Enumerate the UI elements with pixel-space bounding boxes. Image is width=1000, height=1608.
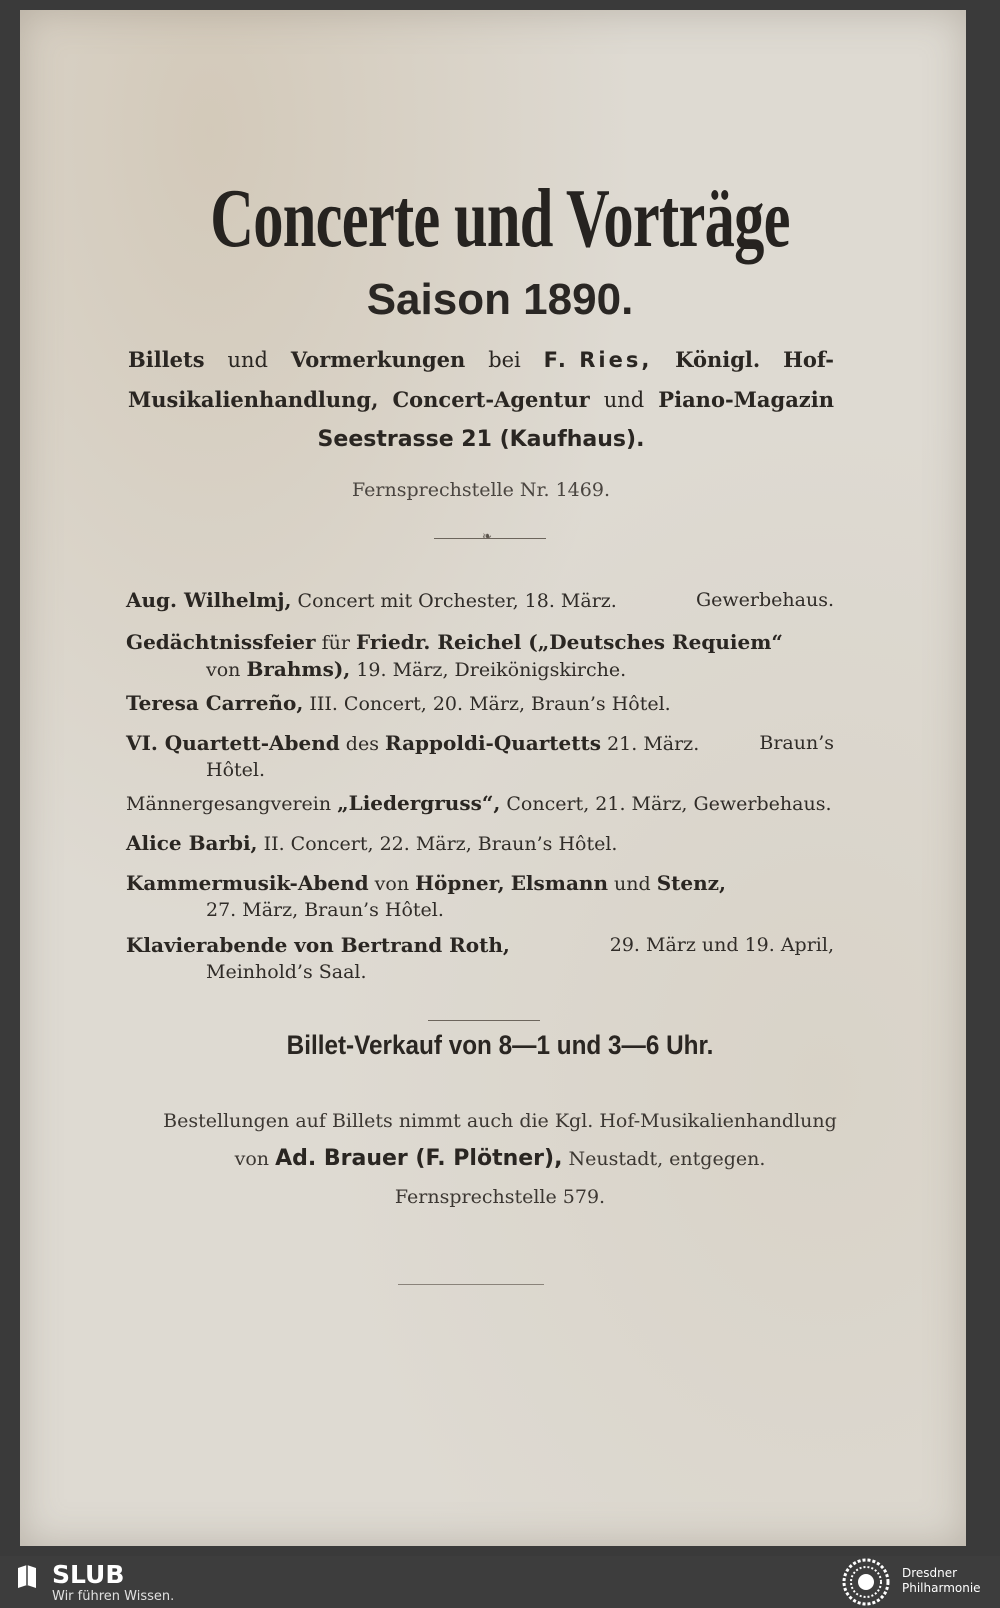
concert-entry bbox=[126, 870, 834, 923]
phone-line: Fernsprechstelle Nr. 1469. bbox=[352, 479, 610, 501]
slub-tagline: Wir führen Wissen. bbox=[52, 1589, 175, 1604]
ornament-icon: ❧ bbox=[482, 529, 493, 543]
entry-performer: Klavierabende von Bertrand Roth, bbox=[126, 933, 510, 957]
footer-text: von bbox=[234, 1148, 270, 1170]
entry-venue: Braun’s bbox=[759, 732, 834, 754]
season-subtitle: Saison 1890. bbox=[366, 275, 634, 324]
entry-details: 29. März und 19. April, bbox=[609, 934, 834, 956]
entry-details: für bbox=[321, 632, 350, 654]
entry-continuation: Hôtel. bbox=[206, 759, 266, 781]
address-line: Seestrasse 21 (Kaufhaus). bbox=[317, 427, 645, 452]
concert-entry bbox=[126, 932, 834, 985]
entry-performer: Stenz, bbox=[656, 871, 727, 895]
entry-details: III. Concert, 20. März, Braun’s Hôtel. bbox=[309, 693, 671, 715]
entry-performer: Kammermusik-Abend bbox=[126, 871, 369, 895]
header-text: Musikalienhandlung, bbox=[128, 387, 379, 412]
entry-performer: Friedr. Reichel („Deutsches Requiem“ bbox=[356, 630, 783, 654]
entry-performer: Elsmann bbox=[510, 871, 608, 895]
entry-performer: Aug. Wilhelmj, bbox=[126, 588, 292, 612]
header-line-1 bbox=[128, 340, 834, 380]
footer-line bbox=[0, 1146, 1000, 1171]
footer-phone: Fernsprechstelle 579. bbox=[394, 1186, 606, 1208]
page-title: Concerte und Vorträge bbox=[210, 172, 790, 265]
entry-details: 19. März, Dreikönigskirche. bbox=[356, 659, 627, 681]
entry-details: II. Concert, 22. März, Braun’s Hôtel. bbox=[263, 833, 618, 855]
footer-agent: Ad. Brauer (F. Plötner), bbox=[275, 1146, 563, 1171]
sunburst-logo-icon[interactable] bbox=[842, 1558, 890, 1606]
header-text: Vormerkungen bbox=[290, 347, 466, 372]
entry-details: und bbox=[614, 873, 651, 895]
entry-details: 21. März. bbox=[607, 733, 700, 755]
concert-entry bbox=[126, 690, 834, 717]
entry-continuation: Meinhold’s Saal. bbox=[206, 961, 367, 983]
concert-entry bbox=[126, 790, 834, 817]
entry-performer: Höpner, bbox=[415, 871, 505, 895]
header-text: Billets bbox=[128, 347, 205, 372]
entry-details: des bbox=[345, 733, 379, 755]
entry-performer: Gedächtnissfeier bbox=[126, 630, 316, 654]
entry-details: von bbox=[206, 659, 241, 681]
header-text: Königl. bbox=[675, 347, 761, 372]
entry-performer: „Liedergruss“, bbox=[337, 791, 501, 815]
book-icon bbox=[16, 1564, 38, 1590]
sales-hours-heading: Billet-Verkauf von 8—1 und 3—6 Uhr. bbox=[286, 1030, 714, 1060]
slub-logo-text[interactable]: SLUB bbox=[52, 1560, 125, 1589]
concert-entry bbox=[126, 730, 834, 783]
entry-details: Concert, 21. März, Gewerbehaus. bbox=[506, 793, 832, 815]
entry-performer: Rappoldi-Quartetts bbox=[385, 731, 602, 755]
entry-venue: Gewerbehaus. bbox=[695, 589, 834, 611]
entry-performer: VI. Quartett-Abend bbox=[126, 731, 340, 755]
partner-name-line: Dresdner bbox=[902, 1566, 958, 1580]
entry-performer: Brahms), bbox=[246, 657, 351, 681]
entry-performer: Teresa Carreño, bbox=[126, 691, 304, 715]
entry-details: Concert mit Orchester, 18. März. bbox=[297, 590, 617, 612]
entry-performer: Alice Barbi, bbox=[126, 831, 258, 855]
divider bbox=[398, 1284, 544, 1285]
header-line-2 bbox=[128, 380, 834, 420]
entry-details: von bbox=[374, 873, 410, 895]
divider bbox=[428, 1020, 540, 1021]
header-text: bei bbox=[488, 348, 521, 372]
entry-details: Männergesangverein bbox=[126, 793, 332, 815]
header-text: Hof- bbox=[783, 347, 834, 372]
concert-entry bbox=[126, 629, 834, 683]
header-text: F. Ries, bbox=[543, 348, 653, 372]
partner-name-line: Philharmonie bbox=[902, 1581, 981, 1595]
header-text: Concert-Agentur bbox=[392, 387, 590, 412]
entry-continuation bbox=[126, 656, 834, 683]
header-text: Piano-Magazin bbox=[658, 387, 834, 412]
viewer-branding-bar bbox=[0, 1556, 1000, 1608]
footer-line: Bestellungen auf Billets nimmt auch die Kgl. Hof-Musikalienhandlung bbox=[163, 1110, 837, 1132]
header-text: und bbox=[603, 388, 645, 412]
header-text: und bbox=[227, 348, 268, 372]
concert-entry bbox=[126, 830, 834, 857]
partner-name bbox=[902, 1566, 1000, 1596]
footer-text: Neustadt, entgegen. bbox=[568, 1148, 766, 1170]
concert-entry bbox=[126, 587, 834, 614]
entry-continuation: 27. März, Braun’s Hôtel. bbox=[206, 899, 444, 921]
